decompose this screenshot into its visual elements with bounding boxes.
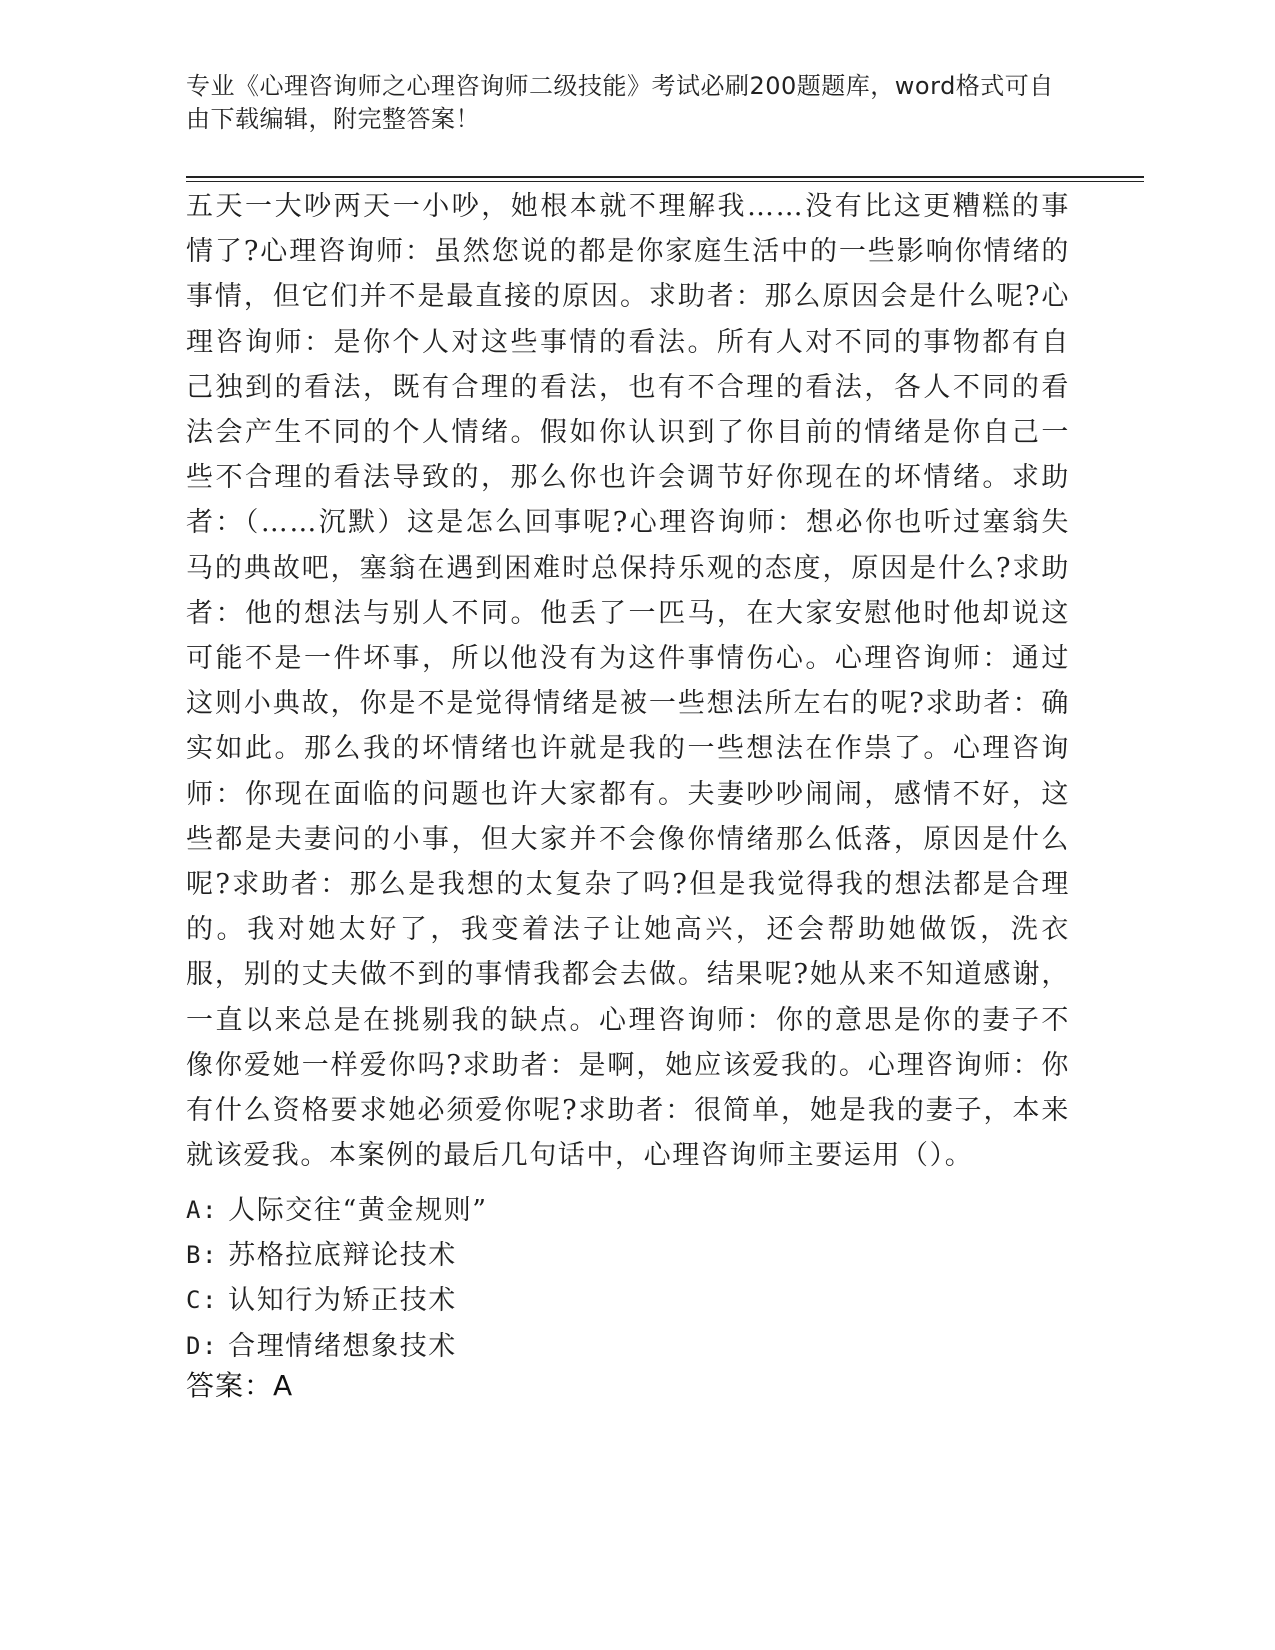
option-a bbox=[186, 1188, 1070, 1233]
option-a-letter: A: bbox=[186, 1196, 219, 1224]
option-b bbox=[186, 1233, 1070, 1278]
header-rule-thin bbox=[186, 181, 1144, 182]
option-d-text: 合理情绪想象技术 bbox=[228, 1330, 457, 1362]
question-text: 五天一大吵两天一小吵，她根本就不理解我……没有比这更糟糕的事情了?心理咨询师：虽然您说的都是你家庭生活中的一些影响你情绪的事情，但它们并不是最直接的原因。求助者：那么原因会是什么呢?心理咨询师：是你个人对这些事情的看法。所有人对不同的事物都有自己独到的看法，既有合理的看法，也有不合理的看法，各人不同的看法会产生不同的个人情绪。假如你认识到了你目前的情绪是你自己一些不合理的看法导致的，那么你也许会调节好你现在的坏情绪。求助者：（……沉默）这是怎么回事呢?心理咨询师：想必你也听过塞翁失马的典故吧，塞翁在遇到困难时总保持乐观的态度，原因是什么?求助者：他的想法与别人不同。他丢了一匹马，在大家安慰他时他却说这可能不是一件坏事，所以他没有为这件事情伤心。心理咨询师：通过这则小典故，你是不是觉得情绪是被一些想法所左右的呢?求助者：确实如此。那么我的坏情绪也许就是我的一些想法在作祟了。心理咨询师：你现在面临的问题也许大家都有。夫妻吵吵闹闹，感情不好，这些都是夫妻问的小事，但大家并不会像你情绪那么低落，原因是什么呢?求助者：那么是我想的太复杂了吗?但是我觉得我的想法都是合理的。我对她太好了，我变着法子让她高兴，还会帮助她做饭，洗衣服，别的丈夫做不到的事情我都会去做。结果呢?她从来不知道感谢，一直以来总是在挑剔我的缺点。心理咨询师：你的意思是你的妻子不像你爱她一样爱你吗?求助者：是啊，她应该爱我的。心理咨询师：你有什么资格要求她必须爱你呢?求助者：很简单，她是我的妻子，本来就该爱我。本案例的最后几句话中，心理咨询师主要运用（）。 bbox=[186, 191, 1070, 1172]
option-d bbox=[186, 1324, 1070, 1369]
option-a-text: 人际交往“黄金规则” bbox=[228, 1195, 488, 1226]
option-c-letter: C: bbox=[186, 1286, 219, 1315]
option-d-letter: D: bbox=[186, 1331, 219, 1360]
document-header: 专业《心理咨询师之心理咨询师二级技能》考试必刷200题题库，word格式可自由下载编辑，附完整答案！ bbox=[186, 72, 1054, 133]
option-b-text: 苏格拉底辩论技术 bbox=[228, 1240, 457, 1272]
options-list bbox=[186, 1188, 1070, 1369]
option-c bbox=[186, 1278, 1070, 1323]
answer-line: 答案：A bbox=[186, 1369, 294, 1402]
header-rule-thick bbox=[186, 176, 1144, 178]
option-b-letter: B: bbox=[186, 1241, 219, 1270]
option-c-text: 认知行为矫正技术 bbox=[228, 1285, 457, 1317]
